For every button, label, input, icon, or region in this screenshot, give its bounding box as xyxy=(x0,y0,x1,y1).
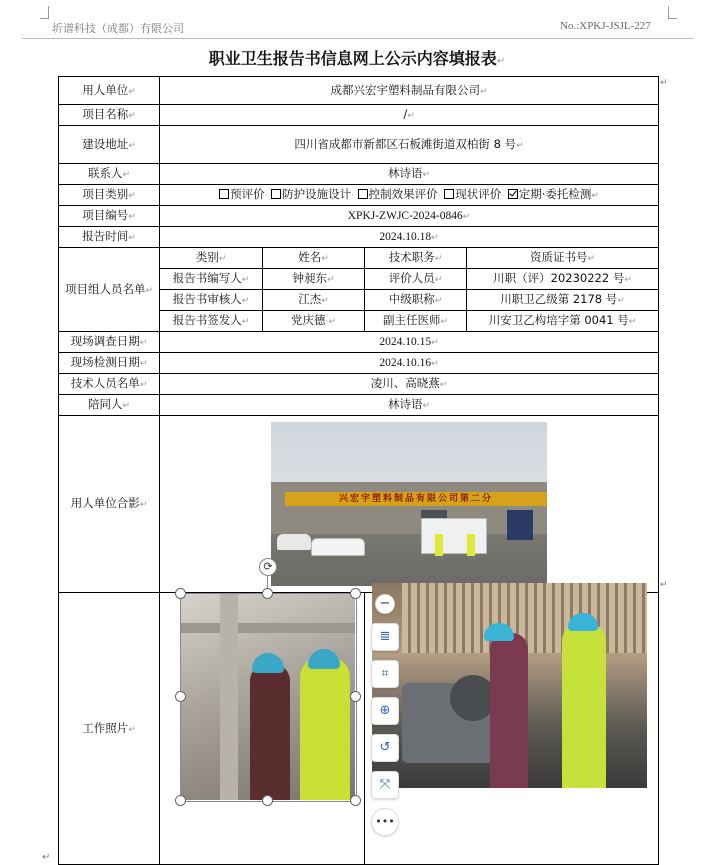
row-project-name xyxy=(59,105,659,126)
row-project-no xyxy=(59,206,659,227)
label-category: 项目类别↵ xyxy=(59,185,160,206)
row-contact xyxy=(59,164,659,185)
team-title[interactable]: 中级职称↵ xyxy=(365,290,467,311)
resize-handle[interactable] xyxy=(262,588,273,599)
category-option[interactable]: 预评价 xyxy=(219,187,265,201)
team-header-title: 技术职务↵ xyxy=(365,248,467,269)
car-shape xyxy=(311,538,365,556)
checkbox-icon[interactable] xyxy=(271,189,281,199)
team-name[interactable]: 党庆德·↵ xyxy=(263,311,365,332)
row-address xyxy=(59,126,659,164)
car-shape xyxy=(277,534,311,550)
category-option[interactable]: 定期·委托检测 xyxy=(508,187,592,201)
row-client xyxy=(59,77,659,105)
value-detect-date[interactable]: 2024.10.16↵ xyxy=(160,353,659,374)
group-photo[interactable] xyxy=(271,422,547,586)
team-title[interactable]: 副主任医师↵ xyxy=(365,311,467,332)
resize-handle[interactable] xyxy=(262,795,273,806)
resize-handle[interactable] xyxy=(175,588,186,599)
page-title: 职业卫生报告书信息网上公示内容填报表↵ xyxy=(208,49,506,68)
checkbox-icon[interactable] xyxy=(358,189,368,199)
header-doc-number: No.:XPKJ-JSJL-227 xyxy=(560,20,651,32)
label-tech-staff: 技术人员名单↵ xyxy=(59,374,160,395)
checkbox-checked-icon[interactable] xyxy=(508,189,518,199)
label-survey-date: 现场调查日期↵ xyxy=(59,332,160,353)
label-contact: 联系人↵ xyxy=(59,164,160,185)
person-vest xyxy=(467,534,475,556)
worker-shape xyxy=(490,633,528,788)
team-cert[interactable]: 川安卫乙构培字第 0041 号↵ xyxy=(467,311,659,332)
value-client[interactable]: 成都兴宏宇塑料制品有限公司↵ xyxy=(160,77,659,105)
category-option[interactable]: 现状评价 xyxy=(444,187,501,201)
row-detect-date xyxy=(59,353,659,374)
label-address: 建设地址↵ xyxy=(59,126,160,164)
label-project-no: 项目编号↵ xyxy=(59,206,160,227)
label-team: 项目组人员名单↵ xyxy=(59,248,160,332)
label-group-photo: 用人单位合影↵ xyxy=(59,416,160,593)
value-escort[interactable]: 林诗语↵ xyxy=(160,395,659,416)
layout-options-icon[interactable]: ≣ xyxy=(371,623,399,651)
image-selection-frame xyxy=(180,593,357,802)
resize-handle[interactable] xyxy=(175,795,186,806)
label-work-photo: 工作照片↵ xyxy=(59,593,160,865)
resize-handle[interactable] xyxy=(350,795,361,806)
group-photo-cell xyxy=(160,416,659,593)
row-tech-staff xyxy=(59,374,659,395)
team-name[interactable]: 江杰↵ xyxy=(263,290,365,311)
zoom-icon[interactable]: ⊕ xyxy=(371,697,399,725)
row-team-header xyxy=(59,248,659,269)
value-project-name[interactable]: /↵ xyxy=(160,105,659,126)
row-category xyxy=(59,185,659,206)
category-option[interactable]: 防护设施设计 xyxy=(271,187,351,201)
team-role[interactable]: 报告书编写人↵ xyxy=(160,269,263,290)
team-cert[interactable]: 川职卫乙级第 2178 号↵ xyxy=(467,290,659,311)
header-rule xyxy=(22,38,694,39)
label-detect-date: 现场检测日期↵ xyxy=(59,353,160,374)
team-name[interactable]: 钟昶东↵ xyxy=(263,269,365,290)
value-survey-date[interactable]: 2024.10.15↵ xyxy=(160,332,659,353)
work-photo-2[interactable] xyxy=(372,583,647,788)
rotate-handle-icon[interactable]: ⟳ xyxy=(259,558,277,576)
row-end-mark: ↵ xyxy=(660,580,668,590)
more-icon[interactable]: ••• xyxy=(371,808,399,836)
checkbox-icon[interactable] xyxy=(444,189,454,199)
value-report-time[interactable]: 2024.10.18↵ xyxy=(160,227,659,248)
header-margin-mark-left xyxy=(40,6,49,19)
truck-shape xyxy=(421,518,487,554)
label-report-time: 报告时间↵ xyxy=(59,227,160,248)
team-title[interactable]: 评价人员↵ xyxy=(365,269,467,290)
row-escort xyxy=(59,395,659,416)
team-role[interactable]: 报告书签发人↵ xyxy=(160,311,263,332)
value-tech-staff[interactable]: 凌川、高晓燕↵ xyxy=(160,374,659,395)
row-report-time xyxy=(59,227,659,248)
value-address[interactable]: 四川省成都市新都区石板滩街道双柏街 8 号↵ xyxy=(160,126,659,164)
rotate-icon[interactable]: ↺ xyxy=(371,734,399,762)
resize-handle[interactable] xyxy=(350,588,361,599)
category-option[interactable]: 控制效果评价 xyxy=(358,187,438,201)
company-banner: 兴宏宇塑料制品有限公司第二分 xyxy=(285,492,547,506)
resize-handle[interactable] xyxy=(175,691,186,702)
team-header-cert: 资质证书号↵ xyxy=(467,248,659,269)
collapse-icon[interactable]: − xyxy=(375,594,395,614)
checkbox-icon[interactable] xyxy=(219,189,229,199)
building-shape xyxy=(271,482,547,534)
row-end-mark: ↵ xyxy=(660,78,668,88)
label-project-name: 项目名称↵ xyxy=(59,105,160,126)
label-escort: 陪同人↵ xyxy=(59,395,160,416)
person-vest xyxy=(435,534,443,556)
team-header-category: 类别↵ xyxy=(160,248,263,269)
label-client: 用人单位↵ xyxy=(59,77,160,105)
crop-icon[interactable]: ⌗ xyxy=(371,660,399,688)
team-cert[interactable]: 川职（评）20230222 号↵ xyxy=(467,269,659,290)
row-group-photo xyxy=(59,416,659,593)
value-project-no[interactable]: XPKJ-ZWJC-2024-0846↵ xyxy=(160,206,659,227)
replace-image-icon[interactable]: ⤧ xyxy=(371,771,399,799)
header-margin-mark-right xyxy=(668,6,677,19)
header-company: 圻谱科技（成都）有限公司 xyxy=(52,22,184,35)
inspector-vest-shape xyxy=(562,623,606,788)
shop-door xyxy=(507,510,533,540)
row-survey-date xyxy=(59,332,659,353)
resize-handle[interactable] xyxy=(350,691,361,702)
team-header-name: 姓名↵ xyxy=(263,248,365,269)
value-category: 预评价· 防护设施设计· 控制效果评价· 现状评价· 定期·委托检测↵ xyxy=(160,185,659,206)
paragraph-mark: ↵ xyxy=(42,852,51,863)
team-role[interactable]: 报告书审核人↵ xyxy=(160,290,263,311)
image-toolbar xyxy=(371,594,399,845)
value-contact[interactable]: 林诗语↵ xyxy=(160,164,659,185)
